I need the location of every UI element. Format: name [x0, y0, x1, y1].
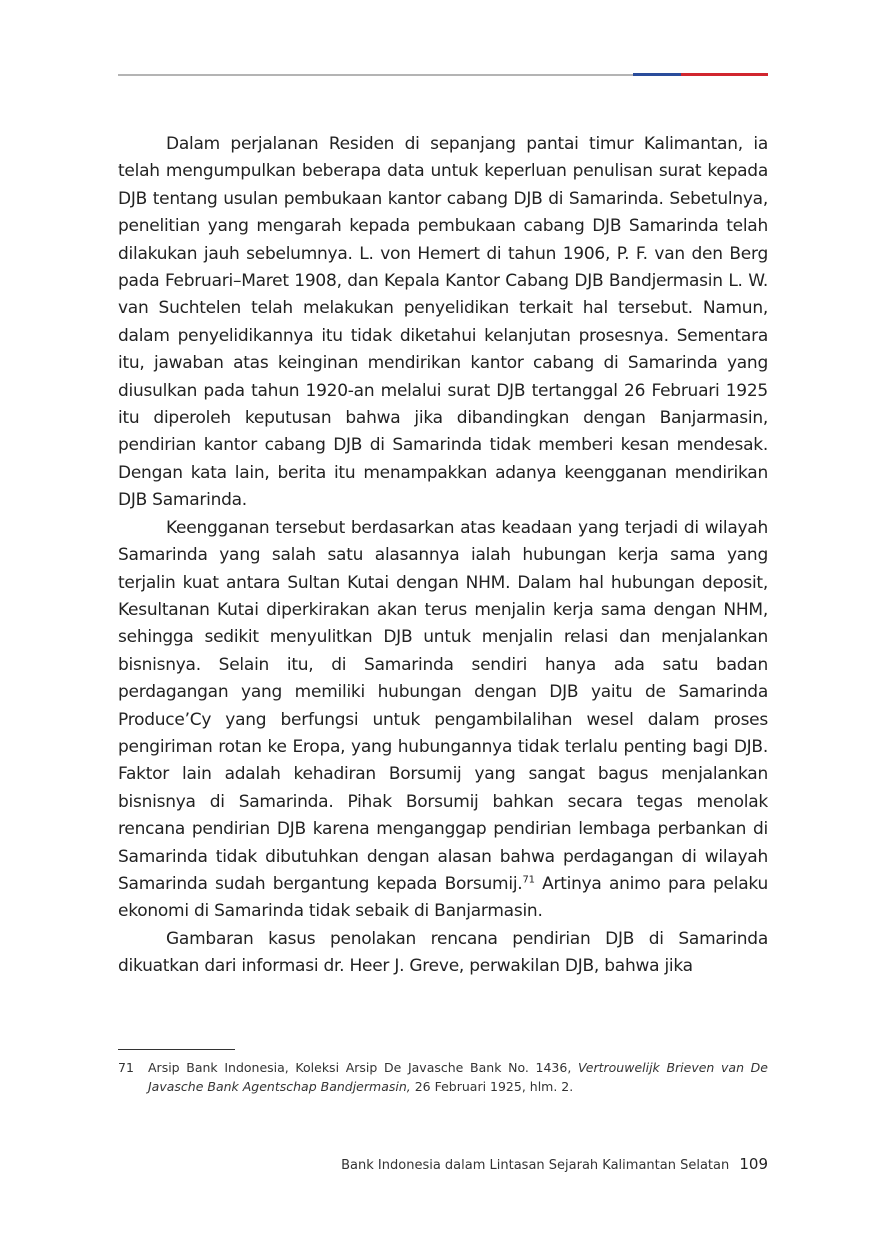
footnote-source-title: Vertrouwelijk Brieven van De Javasche Bank Agentschap Bandjermasin,	[148, 1060, 768, 1094]
header-rule-blue	[633, 73, 681, 76]
page-footer	[341, 1155, 768, 1173]
footnote-text-after: 26 Februari 1925, hlm. 2.	[410, 1078, 574, 1094]
header-rule-red	[681, 73, 768, 76]
paragraph-2	[118, 515, 768, 926]
footer-book-title: Bank Indonesia dalam Lintasan Sejarah Kalimantan Selatan	[341, 1158, 730, 1173]
paragraph-3: Gambaran kasus penolakan rencana pendirian DJB di Samarinda dikuatkan dari informasi dr. Heer J. Greve, perwakilan DJB, bahwa jika	[118, 928, 768, 977]
footnote	[118, 1059, 768, 1096]
paragraph-1: Dalam perjalanan Residen di sepanjang pantai timur Kalimantan, ia telah mengumpulkan beberapa data untuk keperluan penulisan surat kepada DJB tentang usulan pembukaan kantor cabang DJB di Samarinda. Sebetulnya, penelitian yang mengarah kepada pembukaan cabang DJB Samarinda telah dilakukan jauh sebelumnya. L. von Hemert di tahun 1906, P. F. van den Berg pada Februari–Maret 1908, dan Kepala Kantor Cabang DJB Bandjermasin L. W. van Suchtelen telah melakukan penyelidikan terkait hal tersebut. Namun, dalam penyelidikannya itu tidak diketahui kelanjutan prosesnya. Sementara itu, jawaban atas keinginan mendirikan kantor cabang di Samarinda yang diusulkan pada tahun 1920-an melalui surat DJB tertanggal 26 Februari 1925 itu diperoleh keputusan bahwa jika dibandingkan dengan Banjarmasin, pendirian kantor cabang DJB di Samarinda tidak memberi kesan mendesak. Dengan kata lain, berita itu menampakkan adanya keengganan mendirikan DJB Samarinda.	[118, 134, 768, 511]
footnote-number: 71	[118, 1060, 134, 1075]
paragraph-2-text: Keengganan tersebut berdasarkan atas keadaan yang terjadi di wilayah Samarinda yang salah satu alasannya ialah hubungan kerja sama yang terjalin kuat antara Sultan Kutai dengan NHM. Dalam hal hubungan deposit, Kesultanan Kutai diperkirakan akan terus menjalin kerja sama dengan NHM, sehingga sedikit menyulitkan DJB untuk menjalin relasi dan menjalankan bisnisnya. Selain itu, di Samarinda sendiri hanya ada satu badan perdagangan yang memiliki hubungan dengan DJB yaitu de Samarinda Produce’Cy yang berfungsi untuk pengambilalihan wesel dalam proses pengiriman rotan ke Eropa, yang hubungannya tidak terlalu penting bagi DJB. Faktor lain adalah kehadiran Borsumij yang sangat bagus menjalankan bisnisnya di Samarinda. Pihak Borsumij bahkan secara tegas menolak rencana pendirian DJB karena menganggap pendirian lembaga perbankan di Samarinda tidak dibutuhkan dengan alasan bahwa perdagangan di wilayah Samarinda sudah bergantung kepada Borsumij.	[118, 517, 768, 894]
footnote-ref[interactable]: 71	[522, 874, 535, 886]
paragraph-2-text-after: Artinya animo para pelaku ekonomi di Samarinda tidak sebaik di Banjarmasin.	[118, 873, 768, 922]
page-number: 109	[739, 1155, 768, 1173]
header-rule-gray	[118, 74, 633, 76]
footnote-text-before: Arsip Bank Indonesia, Koleksi Arsip De Javasche Bank No. 1436,	[148, 1060, 578, 1075]
footnote-text	[118, 1059, 768, 1096]
footnote-divider	[118, 1049, 235, 1050]
body-text	[118, 131, 768, 981]
